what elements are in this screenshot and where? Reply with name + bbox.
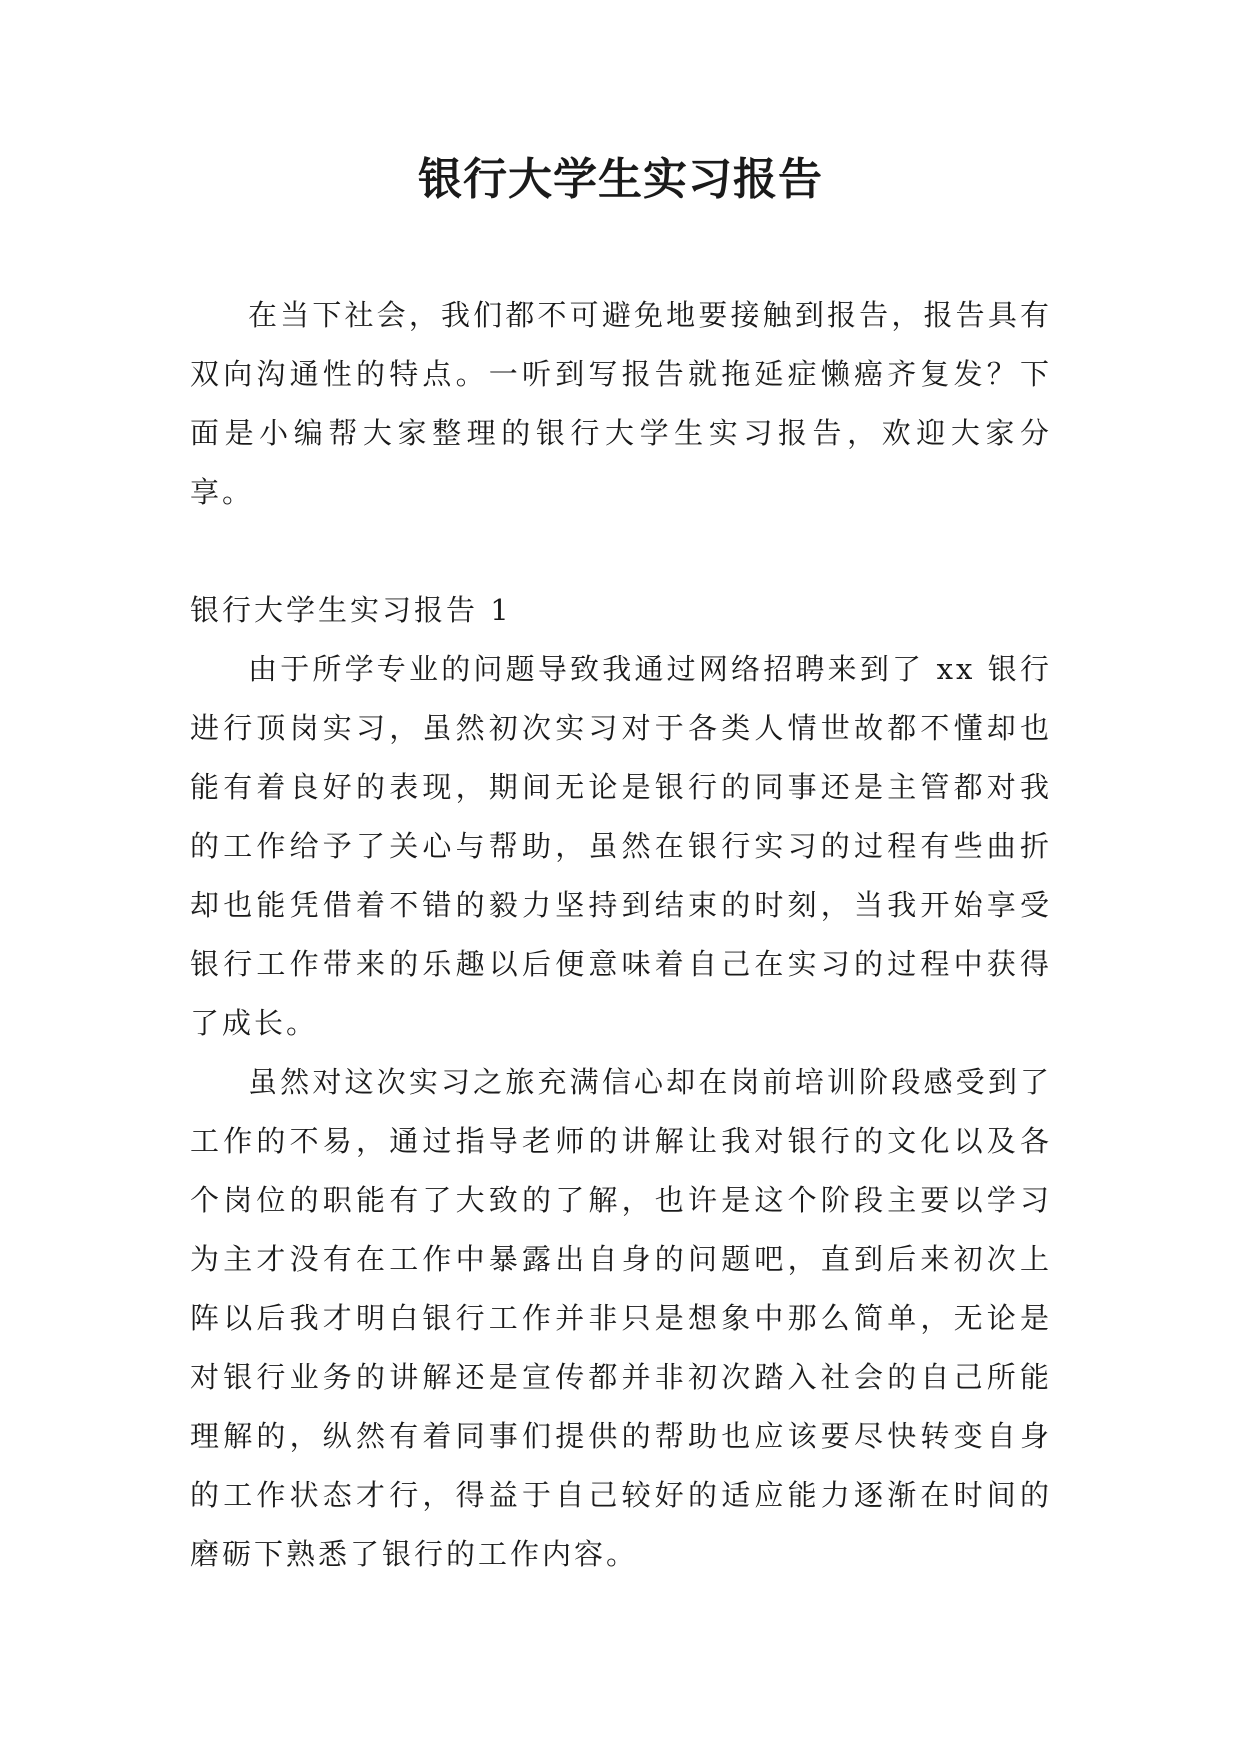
body-paragraph-1: 由于所学专业的问题导致我通过网络招聘来到了 xx 银行进行顶岗实习，虽然初次实习对于各类人情世故都不懂却也能有着良好的表现，期间无论是银行的同事还是主管都对我的工作给予了关心与帮助，虽然在银行实习的过程有些曲折却也能凭借着不错的毅力坚持到结束的时刻，当我开始享受银行工作带来的乐趣以后便意味着自己在实习的过程中获得了成长。 — [190, 652, 1052, 1040]
document-title: 银行大学生实习报告 — [418, 154, 823, 205]
body-paragraph-2: 虽然对这次实习之旅充满信心却在岗前培训阶段感受到了工作的不易，通过指导老师的讲解让我对银行的文化以及各个岗位的职能有了大致的了解，也许是这个阶段主要以学习为主才没有在工作中暴露出自身的问题吧，直到后来初次上阵以后我才明白银行工作并非只是想象中那么简单，无论是对银行业务的讲解还是宣传都并非初次踏入社会的自己所能理解的，纵然有着同事们提供的帮助也应该要尽快转变自身的工作状态才行，得益于自己较好的适应能力逐渐在时间的磨砺下熟悉了银行的工作内容。 — [190, 1065, 1052, 1571]
section-heading: 银行大学生实习报告 1 — [190, 593, 512, 627]
document-body — [190, 286, 1052, 1584]
paragraph-spacer — [190, 522, 1052, 581]
intro-paragraph: 在当下社会，我们都不可避免地要接触到报告，报告具有双向沟通性的特点。一听到写报告就拖延症懒癌齐复发？下面是小编帮大家整理的银行大学生实习报告，欢迎大家分享。 — [190, 298, 1052, 509]
